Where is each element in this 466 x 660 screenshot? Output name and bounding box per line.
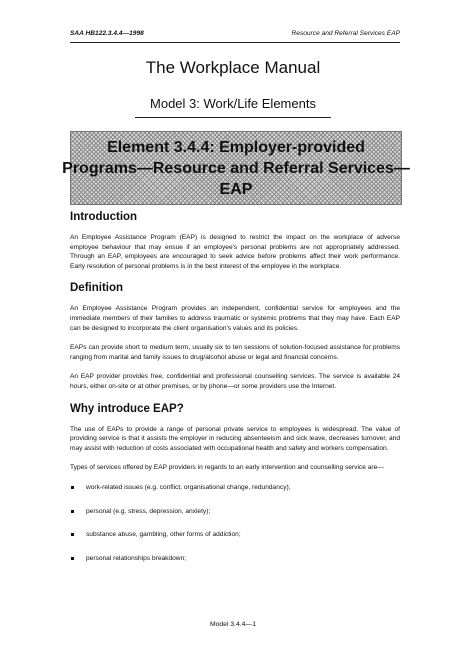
bullet-icon	[71, 486, 74, 489]
definition-paragraph-2: EAPs can provide short to medium term, usually six to ten sessions of solution-focused assistance for problems ranging from marital and family issues to drug/alcohol abuse or legal and financial concerns.	[70, 344, 400, 361]
introduction-paragraph: An Employee Assistance Program (EAP) is designed to restrict the impact on the workplace of adverse employee behaviour that may ensue if an employee's personal problems are not appropriately addressed. Through an EAP, employees are encouraged to seek advice before problems affect their work performance. Early resolution of personal problems is in the best interest of the employee in the workplace.	[70, 234, 400, 270]
bullet-icon	[71, 557, 74, 560]
list-item-text: work-related issues (e.g. conflict, organisational change, redundancy);	[86, 483, 291, 491]
header-divider	[70, 42, 400, 43]
running-header	[70, 30, 400, 42]
banner-line-2: Programs—Resource and Referral Services—	[62, 159, 410, 177]
list-item-text: personal relationships breakdown;	[86, 554, 187, 562]
section-heading-introduction: Introduction	[70, 211, 138, 223]
banner-line-3: EAP	[219, 180, 253, 198]
bullet-icon	[71, 510, 74, 513]
definition-paragraph-1: An Employee Assistance Program provides an independent, confidential service for employees and the immediate members of their families to address traumatic or systemic problems that they may have. Each EAP can be designed to incorporate the client organisation's values and its policies.	[70, 305, 400, 332]
document-body	[70, 210, 400, 577]
element-banner	[62, 131, 410, 205]
list-item	[70, 483, 400, 493]
banner-line-1: Element 3.4.4: Employer-provided	[107, 138, 365, 156]
list-item-text: substance abuse, gambling, other forms of addiction;	[86, 531, 241, 539]
definition-paragraph-3: An EAP provider provides free, confidential and professional counselling services. The service is available 24 hours, either on-site or at other premises, or by phone—or some providers use the Internet.	[70, 373, 400, 390]
list-item	[70, 554, 400, 564]
list-item	[70, 530, 400, 540]
page-subtitle: Model 3: Work/Life Elements	[150, 96, 316, 111]
bullet-icon	[71, 533, 74, 536]
list-item	[70, 507, 400, 517]
page-footer-number: Model 3.4.4—1	[209, 621, 257, 628]
services-list	[70, 483, 400, 563]
section-heading-why-introduce-eap: Why introduce EAP?	[70, 402, 184, 415]
section-heading-definition: Definition	[70, 282, 124, 295]
list-item-text: personal (e.g. stress, depression, anxiety);	[86, 507, 211, 515]
why-paragraph-1: The use of EAPs to provide a range of personal private service to employees is widespread. The value of providing service is that it assists the employer in reducing absenteeism and sick leave, decreases turnover, and may assist with reduction of costs associated with occupational health and safety and workers compensation.	[70, 425, 400, 452]
header-document-code: SAA HB122.3.4.4—1998	[70, 30, 144, 37]
why-paragraph-2: Types of services offered by EAP providers in regards to an early intervention and counselling service are—	[70, 464, 384, 472]
page-title: The Workplace Manual	[145, 58, 321, 77]
header-section-name: Resource and Referral Services EAP	[291, 30, 400, 37]
subtitle-divider	[135, 117, 331, 118]
